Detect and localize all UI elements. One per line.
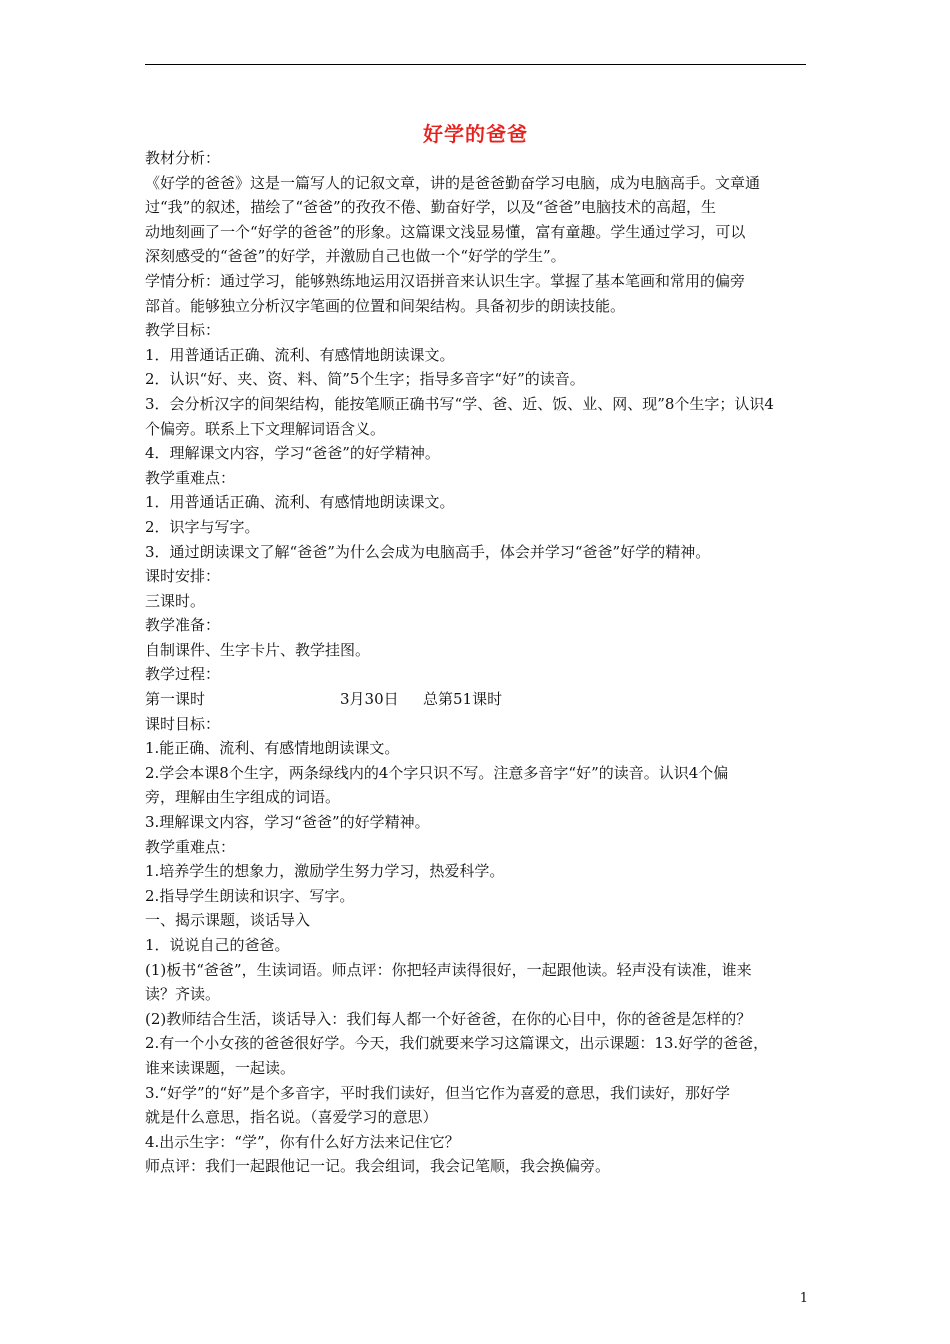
text-line: (1)板书“爸爸”，生读词语。师点评：你把轻声读得很好，一起跟他读。轻声没有读准，谁来 <box>145 960 752 979</box>
text-line: 动地刻画了一个“好学的爸爸”的形象。这篇课文浅显易懂，富有童趣。学生通过学习，可以 <box>145 222 746 241</box>
text-line: 深刻感受的“爸爸”的好学，并激励自己也做一个“好学的学生”。 <box>145 247 566 266</box>
text-line: 个偏旁。联系上下文理解词语含义。 <box>145 419 386 438</box>
text-line: 教材分析： <box>145 149 221 167</box>
text-line: 旁，理解由生字组成的词语。 <box>145 788 341 807</box>
text-line: 《好学的爸爸》这是一篇写人的记叙文章，讲的是爸爸勤奋学习电脑，成为电脑高手。文章通 <box>145 173 761 192</box>
text-line: 4.出示生字：“学”，你有什么好方法来记住它？ <box>145 1132 460 1151</box>
lesson-total: 总第51课时 <box>423 690 503 709</box>
lesson-name: 第一课时 <box>145 690 206 709</box>
text-line: 3．通过朗读课文了解“爸爸”为什么会成为电脑高手，体会并学习“爸爸”好学的精神。 <box>145 542 711 561</box>
text-line: 1.培养学生的想象力，激励学生努力学习，热爱科学。 <box>145 862 505 881</box>
text-line: 1．说说自己的爸爸。 <box>145 936 290 954</box>
text-line: 2.有一个小女孩的爸爸很好学。今天，我们就要来学习这篇课文，出示课题：13.好学的爸爸， <box>145 1034 769 1053</box>
text-line: 课时安排： <box>145 567 221 586</box>
text-line: 3.理解课文内容，学习“爸爸”的好学精神。 <box>145 813 430 832</box>
text-line: 自制课件、生字卡片、教学挂图。 <box>145 640 371 659</box>
document-body <box>145 146 809 1179</box>
text-line: 4．理解课文内容，学习“爸爸”的好学精神。 <box>145 444 440 463</box>
text-line: 2．认识“好、夹、资、料、简”5个生字；指导多音字“好”的读音。 <box>145 370 585 389</box>
text-line: 师点评：我们一起跟他记一记。我会组词，我会记笔顺，我会换偏旁。 <box>145 1157 611 1176</box>
text-line: 教学目标： <box>145 321 221 340</box>
text-line: 三课时。 <box>145 591 206 610</box>
text-line: 就是什么意思，指名说。（喜爱学习的意思） <box>145 1108 438 1127</box>
text-line: 课时目标： <box>145 714 221 733</box>
text-line: 一、揭示课题，谈话导入 <box>145 911 311 930</box>
text-line: 读？齐读。 <box>145 985 221 1004</box>
text-line: 2．识字与写字。 <box>145 517 260 536</box>
text-line: 教学重难点： <box>145 837 236 856</box>
header-rule <box>145 64 806 65</box>
text-line: 谁来读课题，一起读。 <box>145 1058 296 1077</box>
document-title: 好学的爸爸 <box>423 122 528 146</box>
text-line: 教学过程： <box>145 665 221 684</box>
text-line: 过“我”的叙述，描绘了“爸爸”的孜孜不倦、勤奋好学，以及“爸爸”电脑技术的高超，生 <box>145 198 717 217</box>
text-line: 教学重难点： <box>145 468 236 487</box>
text-line: 2.指导学生朗读和识字、写字。 <box>145 886 355 905</box>
text-line: 1．用普通话正确、流利、有感情地朗读课文。 <box>145 493 455 512</box>
lesson-date: 3月30日 <box>340 690 399 709</box>
text-line: 学情分析：通过学习，能够熟练地运用汉语拼音来认识生字。掌握了基本笔画和常用的偏旁 <box>145 271 746 290</box>
text-line: 部首。能够独立分析汉字笔画的位置和间架结构。具备初步的朗读技能。 <box>145 296 626 315</box>
text-line: 1.能正确、流利、有感情地朗读课文。 <box>145 739 400 758</box>
text-line: 3．会分析汉字的间架结构，能按笔顺正确书写“学、爸、近、饭、业、网、现”8个生字；认识4 <box>145 394 774 413</box>
text-line: 1．用普通话正确、流利、有感情地朗读课文。 <box>145 345 455 364</box>
text-line: 2.学会本课8个生字，两条绿线内的4个字只识不写。注意多音字“好”的读音。认识4个偏 <box>145 763 729 782</box>
text-line: 教学准备： <box>145 616 221 635</box>
lesson-header <box>145 687 809 712</box>
text-line: (2)教师结合生活，谈话导入：我们每人都一个好爸爸，在你的心目中，你的爸爸是怎样的？ <box>145 1009 752 1028</box>
page-number: 1 <box>799 1291 808 1306</box>
text-line: 3.“好学”的“好”是个多音字，平时我们读好，但当它作为喜爱的意思，我们读好，那好学 <box>145 1083 730 1102</box>
